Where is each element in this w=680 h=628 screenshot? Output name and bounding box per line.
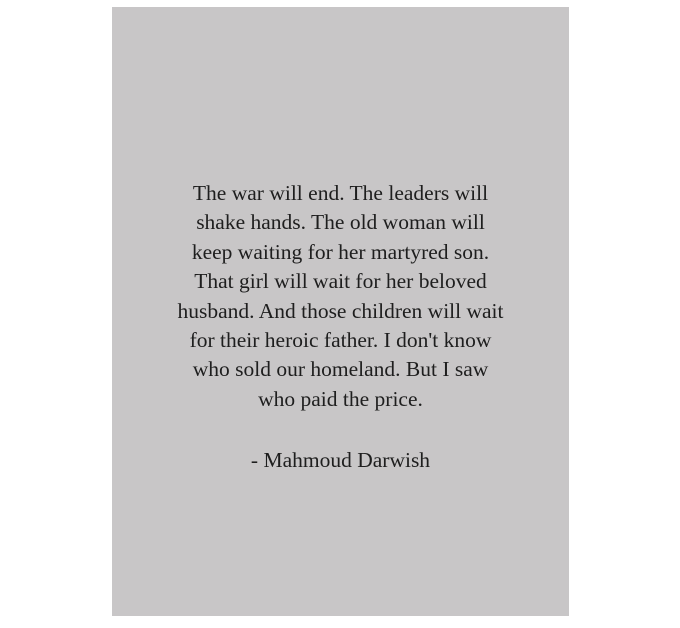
quote-line: who paid the price. (258, 386, 423, 411)
quote-line: keep waiting for her martyred son. (191, 239, 490, 264)
quote-attribution: - Mahmoud Darwish (250, 448, 431, 472)
quote-line: for their heroic father. I don't know (189, 328, 492, 353)
quote-text (112, 179, 569, 414)
quote-card (112, 7, 569, 616)
quote-line: who sold our homeland. But I saw (192, 357, 489, 382)
quote-line: The war will end. The leaders will (192, 181, 489, 205)
quote-line: shake hands. The old woman will (196, 210, 485, 235)
quote-line: That girl will wait for her beloved (194, 269, 487, 294)
quote-line: husband. And those children will wait (177, 298, 504, 323)
